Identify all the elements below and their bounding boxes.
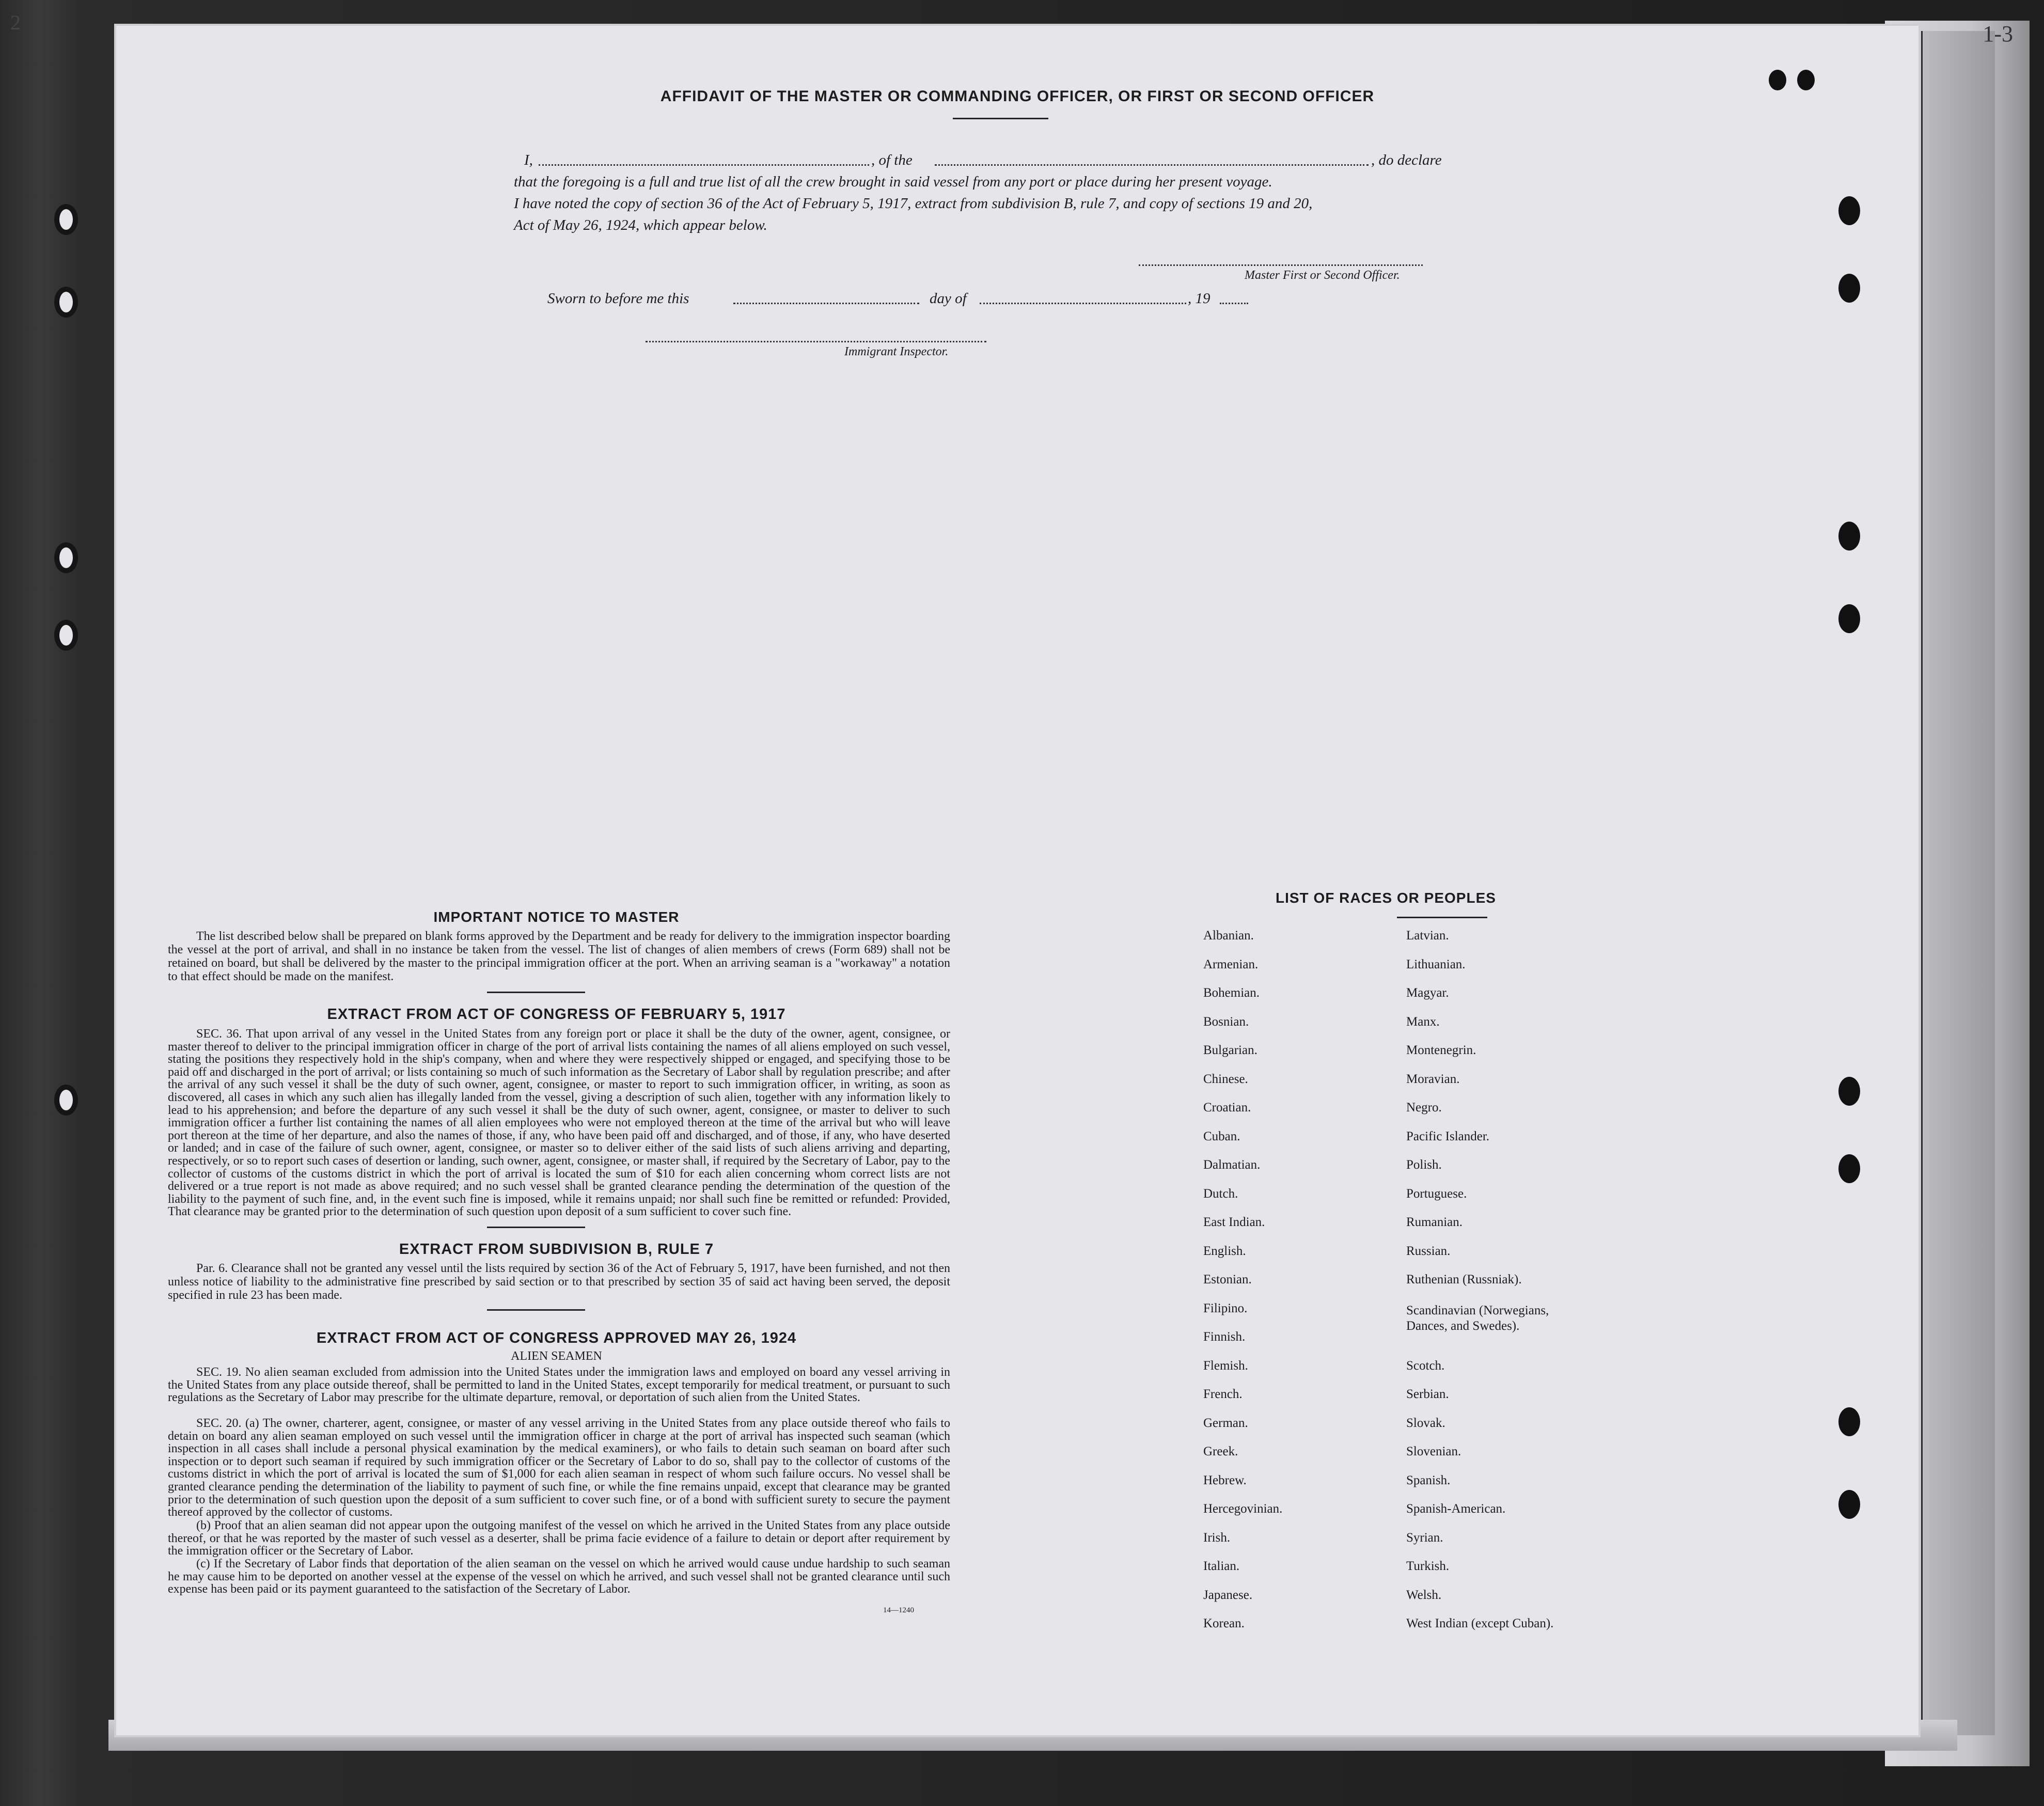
punch-hole xyxy=(1769,70,1786,90)
races-rule xyxy=(1397,917,1487,918)
punch-hole xyxy=(1838,274,1860,303)
race-item: West Indian (except Cuban). xyxy=(1406,1616,1554,1630)
binder-hole xyxy=(54,204,78,235)
day-of-text: day of xyxy=(930,290,967,307)
race-item: Bulgarian. xyxy=(1203,1043,1257,1057)
divider xyxy=(487,992,585,993)
race-item: Scandinavian (Norwegians, xyxy=(1406,1303,1549,1317)
master-signature-line[interactable] xyxy=(1139,264,1423,266)
affidavit-i: I, xyxy=(524,152,533,168)
race-item: Montenegrin. xyxy=(1406,1043,1476,1057)
inspector-signature-label: Immigrant Inspector. xyxy=(844,345,949,358)
extract-1924-sec20a: SEC. 20. (a) The owner, charterer, agent, consignee, or master of any vessel arriving in the United States from any place outside thereof who fails to detain on board any alien seaman employed on such vessel until the immigration officer in charge at the port of arrival has inspected such seaman (which inspection in all cases shall include a personal physical examination by the medical examiners), or who fails to detain such seaman on board after such inspection or to deport such seaman if required by such immigration officer or the Secretary of Labor to do so, shall pay to the collector of customs of the customs district in which the port of arrival is located the sum of $1,000 for each alien seaman in respect of whom such failure occurs. No vessel shall be granted clearance pending the determination of the liability to payment of such fine, or while the fine remains unpaid, except that clearance may be granted prior to the determination of such question upon the deposit of a sum sufficient to cover such fine, or of a bond with sufficient surety to secure the payment thereof approved by the collector of customs. xyxy=(168,1417,950,1519)
extract-1924-subtitle: ALIEN SEAMEN xyxy=(511,1349,602,1363)
race-item: Hercegovinian. xyxy=(1203,1502,1283,1516)
race-item: Slovenian. xyxy=(1406,1444,1461,1458)
vessel-blank[interactable] xyxy=(935,164,1369,166)
binder-hole xyxy=(54,542,78,573)
punch-hole xyxy=(1838,604,1860,633)
race-item: Welsh. xyxy=(1406,1588,1442,1602)
notice-body: The list described below shall be prepared on blank forms approved by the Department and be ready for delivery to the immigration inspector boarding the vessel at the port of arrival, and shall in no instance be taken from the vessel. The list of changes of alien members of crews (Form 689) shall not be retained on board, but shall be delivered by the master to the principal immigration officer at the port. When an arriving seaman is a "workaway" a notation to that effect should be made on the manifest. xyxy=(168,930,950,983)
race-item: Serbian. xyxy=(1406,1387,1449,1401)
race-item: Moravian. xyxy=(1406,1072,1460,1086)
race-item: Ruthenian (Russniak). xyxy=(1406,1273,1522,1286)
race-item: Spanish. xyxy=(1406,1473,1451,1487)
affidavit-line4: Act of May 26, 1924, which appear below. xyxy=(514,217,767,233)
race-item: Armenian. xyxy=(1203,957,1259,971)
extract-1924-sec20c: (c) If the Secretary of Labor finds that deportation of the alien seaman on the vessel on which he arrived would cause undue hardship to such seaman he may cause him to be deported on another vessel at the expense of the vessel on which he arrived, and such vessel shall not be granted clearance until such expense has been paid or its payment guaranteed to the satisfaction of the Secretary of Labor. xyxy=(168,1557,950,1596)
race-item: German. xyxy=(1203,1416,1248,1430)
notice-title: IMPORTANT NOTICE TO MASTER xyxy=(433,909,680,925)
punch-hole xyxy=(1838,522,1860,551)
race-item: Dutch. xyxy=(1203,1186,1238,1201)
extract-1924-sec20b: (b) Proof that an alien seaman did not appear upon the outgoing manifest of the vessel on which he arrived in the United States from any place outside thereof, or that he was reported by the master of such vessel as a deserter, shall be prima facie evidence of a failure to detain or deport after requirement by the immigration officer or the Secretary of Labor. xyxy=(168,1519,950,1558)
manifest-page xyxy=(116,26,1919,1735)
sworn-text: Sworn to before me this xyxy=(547,290,689,307)
binder-hole xyxy=(54,1085,78,1116)
race-item: Dalmatian. xyxy=(1203,1158,1261,1172)
binder-hole xyxy=(54,287,78,318)
extract-rule7-body: Par. 6. Clearance shall not be granted any vessel until the lists required by section 36 of the Act of February 5, 1917, have been furnished, and not then unless notice of liability to the administrative fine prescribed by said section or to that prescribed by section 35 of said act having been served, the deposit specified in rule 23 has been made. xyxy=(168,1262,950,1302)
race-item: Syrian. xyxy=(1406,1530,1443,1545)
race-item: French. xyxy=(1203,1387,1243,1401)
extract-rule7-title: EXTRACT FROM SUBDIVISION B, RULE 7 xyxy=(399,1241,714,1258)
race-item: Irish. xyxy=(1203,1530,1231,1545)
race-item: English. xyxy=(1203,1244,1246,1258)
race-item: Filipino. xyxy=(1203,1301,1248,1315)
race-item: Polish. xyxy=(1406,1158,1442,1172)
punch-hole xyxy=(1838,1490,1860,1519)
races-title: LIST OF RACES OR PEOPLES xyxy=(1276,890,1496,906)
race-item: Scotch. xyxy=(1406,1358,1445,1373)
affidavit-line3: I have noted the copy of section 36 of the Act of February 5, 1917, extract from subdivision B, rule 7, and copy of sections 19 and 20, xyxy=(514,195,1313,212)
race-item: Dances, and Swedes). xyxy=(1406,1318,1520,1333)
race-item: East Indian. xyxy=(1203,1215,1265,1229)
divider xyxy=(487,1309,585,1311)
race-item: Croatian. xyxy=(1203,1101,1251,1114)
race-item: Hebrew. xyxy=(1203,1473,1247,1487)
underlying-sheet-edge xyxy=(1921,31,1995,1735)
master-signature-label: Master First or Second Officer. xyxy=(1245,269,1400,282)
race-item: Magyar. xyxy=(1406,986,1449,1000)
race-item: Finnish. xyxy=(1203,1330,1246,1344)
affidavit-of-the: , of the xyxy=(871,152,913,168)
extract-1917-body: SEC. 36. That upon arrival of any vessel in the United States from any foreign port or place it shall be the duty of the owner, agent, consignee, or master thereof to deliver to the principal immigration officer in charge of the port of arrival lists containing the names of all aliens employed on such vessel, stating the positions they respectively hold in the ship's company, when and where they were respectively shipped or engaged, and specifying those to be paid off and discharged in the port of arrival; or lists containing so much of such information as the Secretary of Labor shall by regulation prescribe; and after the arrival of any such vessel it shall be the duty of such owner, agent, consignee, or master to report to such immigration officer, in writing, as soon as discovered, all cases in which any such alien has illegally landed from the vessel, giving a description of such alien, together with any information likely to lead to his apprehension; and before the departure of any such vessel it shall be the duty of such owner, agent, consignee, or master to deliver to such immigration officer a further list containing the names of all alien employees who were not employed thereon at the time of the arrival but who will leave port thereon at the time of her departure, and also the names of those, if any, who have been paid off and discharged, and of those, if any, who have deserted or landed; and in case of the failure of such owner, agent, consignee, or master so to deliver either of the said lists of such aliens arriving and departing, respectively, or so to report such cases of desertion or landing, such owner, agent, consignee, or master shall, if required by the Secretary of Labor, pay to the collector of customs of the customs district in which the port of arrival is located the sum of $10 for each alien concerning whom correct lists are not delivered or a true report is not made as above required; and no such vessel shall be granted clearance pending the determination of the question of the liability to the payment of such fine, and, in the event such fine is imposed, while it remains unpaid; nor shall such fine be remitted or refunded: Provided, That clearance may be granted prior to the determination of such question upon deposit of a sum sufficient to cover such fine. xyxy=(168,1027,950,1219)
divider xyxy=(487,1227,585,1228)
form-number: 14—1240 xyxy=(883,1606,914,1614)
race-item: Negro. xyxy=(1406,1101,1442,1114)
title-rule xyxy=(953,118,1048,119)
sworn-day-blank[interactable] xyxy=(733,303,919,304)
year-text: , 19 xyxy=(1188,290,1210,307)
race-item: Spanish-American. xyxy=(1406,1502,1506,1516)
extract-1917-title: EXTRACT FROM ACT OF CONGRESS OF FEBRUARY 5, 1917 xyxy=(327,1006,786,1023)
affidavit-declare: , do declare xyxy=(1371,152,1442,168)
name-blank[interactable] xyxy=(539,164,869,166)
race-item: Slovak. xyxy=(1406,1416,1445,1430)
affidavit-title: AFFIDAVIT OF THE MASTER OR COMMANDING OFFICER, OR FIRST OR SECOND OFFICER xyxy=(660,88,1375,105)
sworn-month-blank[interactable] xyxy=(980,303,1186,304)
race-item: Estonian. xyxy=(1203,1273,1252,1286)
extract-1924-title: EXTRACT FROM ACT OF CONGRESS APPROVED MAY 26, 1924 xyxy=(316,1330,797,1346)
corner-mark-right: 1-3 xyxy=(1983,21,2013,46)
race-item: Russian. xyxy=(1406,1244,1451,1258)
inspector-signature-line[interactable] xyxy=(646,341,986,342)
punch-hole xyxy=(1797,70,1815,90)
race-item: Korean. xyxy=(1203,1616,1245,1630)
race-item: Chinese. xyxy=(1203,1072,1248,1086)
race-item: Italian. xyxy=(1203,1559,1240,1573)
race-item: Cuban. xyxy=(1203,1129,1240,1143)
punch-hole xyxy=(1838,1154,1860,1183)
race-item: Manx. xyxy=(1406,1014,1440,1029)
race-item: Japanese. xyxy=(1203,1588,1253,1602)
race-item: Turkish. xyxy=(1406,1559,1450,1573)
punch-hole xyxy=(1838,1077,1860,1106)
race-item: Greek. xyxy=(1203,1444,1238,1458)
race-item: Latvian. xyxy=(1406,929,1449,943)
race-item: Bohemian. xyxy=(1203,986,1260,1000)
race-item: Albanian. xyxy=(1203,929,1254,943)
sworn-year-blank[interactable] xyxy=(1220,303,1248,304)
affidavit-line2: that the foregoing is a full and true list of all the crew brought in said vessel from any port or place during her present voyage. xyxy=(514,174,1272,190)
punch-hole xyxy=(1838,1407,1860,1436)
race-item: Flemish. xyxy=(1203,1358,1248,1373)
extract-1924-sec19: SEC. 19. No alien seaman excluded from admission into the United States under the immigration laws and employed on board any vessel arriving in the United States from any place outside thereof, shall be permitted to land in the United States, except temporarily for medical treatment, or pursuant to such regulations as the Secretary of Labor may prescribe for the ultimate departure, removal, or deportation of such alien from the United States. xyxy=(168,1365,950,1405)
race-item: Pacific Islander. xyxy=(1406,1129,1490,1143)
race-item: Rumanian. xyxy=(1406,1215,1463,1229)
punch-hole xyxy=(1838,196,1860,225)
race-item: Portuguese. xyxy=(1406,1186,1467,1201)
race-item: Lithuanian. xyxy=(1406,957,1466,971)
binder-hole xyxy=(54,620,78,651)
race-item: Bosnian. xyxy=(1203,1014,1249,1029)
corner-mark-left: 2 xyxy=(10,11,21,34)
